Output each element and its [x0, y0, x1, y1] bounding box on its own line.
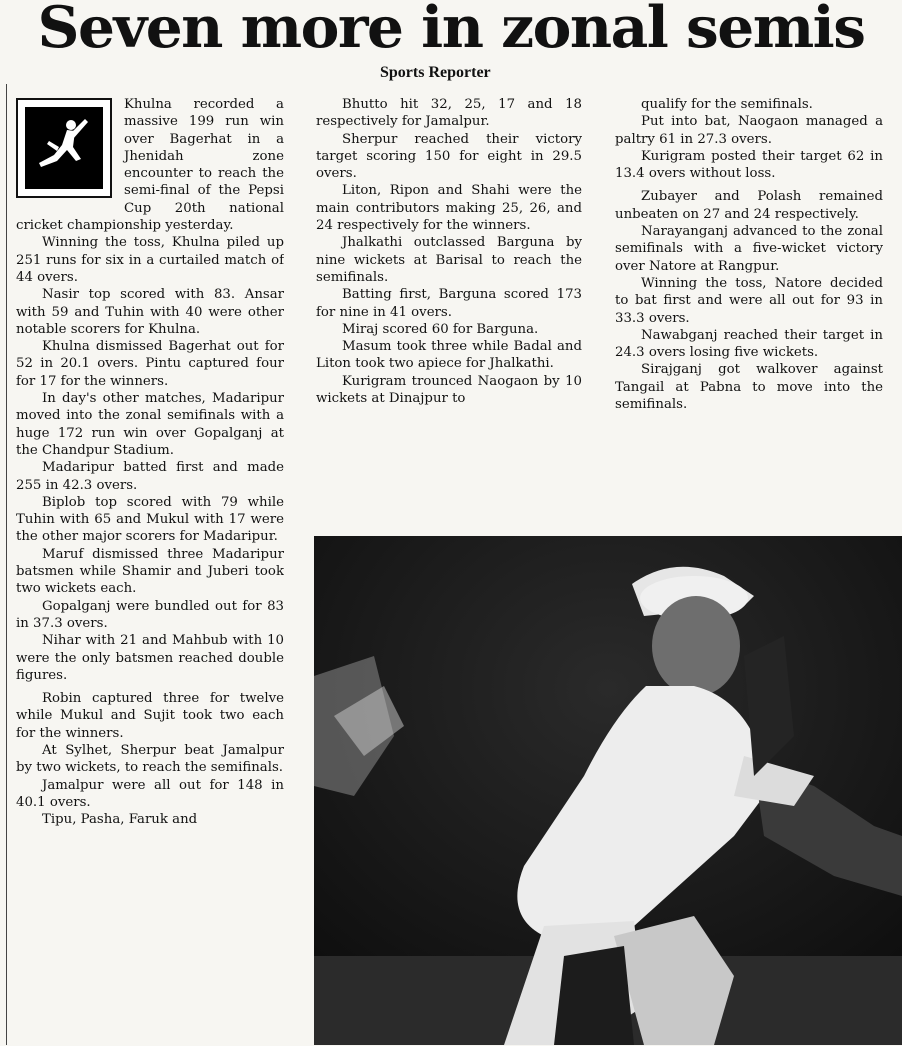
article-paragraph: Jamalpur were all out for 148 in 40.1 overs. — [16, 777, 284, 810]
article-paragraph: Biplob top scored with 79 while Tuhin with 65 and Mukul with 17 were the other major scorers for Madaripur. — [16, 494, 284, 545]
article-paragraph: Khulna recorded a massive 199 run win over Bagerhat in a Jhenidah zone encounter to reach the semi-final of the Pepsi Cup 20th national cricket championship yesterday. — [16, 97, 284, 234]
cricket-batsman-icon — [16, 98, 112, 198]
article-paragraph: Batting first, Barguna scored 173 for nine in 41 overs. — [316, 287, 582, 320]
article-paragraph: In day's other matches, Madaripur moved into the zonal semifinals with a huge 172 run win over Gopalganj at the Chandpur Stadium. — [16, 391, 284, 458]
article-paragraph: Zubayer and Polash remained unbeaten on 27 and 24 respectively. — [615, 189, 883, 222]
article-paragraph: Winning the toss, Natore decided to bat first and were all out for 93 in 33.3 overs. — [615, 275, 883, 326]
article-paragraph: Maruf dismissed three Madaripur batsmen while Shamir and Juberi took two wickets each. — [16, 546, 284, 597]
column-1-paragraphs — [16, 96, 284, 828]
article-paragraph: At Sylhet, Sherpur beat Jamalpur by two wickets, to reach the semifinals. — [16, 742, 284, 776]
article-paragraph: Liton, Ripon and Shahi were the main contributors making 25, 26, and 24 respectively for the winners. — [316, 183, 582, 234]
column-rule — [6, 84, 7, 1045]
article-paragraph: Gopalganj were bundled out for 83 in 37.3 overs. — [16, 598, 284, 631]
article-paragraph: Robin captured three for twelve while Mukul and Sujit took two each for the winners. — [16, 691, 284, 741]
article-paragraph: Bhutto hit 32, 25, 17 and 18 respectively for Jamalpur. — [316, 97, 582, 130]
article-paragraph: Miraj scored 60 for Barguna. — [342, 321, 539, 337]
article-paragraph: Kurigram posted their target 62 in 13.4 overs without loss. — [615, 148, 883, 182]
column-2-paragraphs — [316, 96, 582, 407]
article-paragraph: Put into bat, Naogaon managed a paltry 61 in 27.3 overs. — [615, 114, 883, 147]
article-paragraph: Khulna dismissed Bagerhat out for 52 in 20.1 overs. Pintu captured four for 17 for the winners. — [16, 339, 284, 389]
column-3-paragraphs — [615, 96, 883, 413]
article-column-2 — [316, 96, 582, 516]
article-paragraph: Tipu, Pasha, Faruk and — [42, 812, 198, 828]
article-column-3 — [615, 96, 883, 516]
headline: Seven more in zonal semis — [37, 0, 865, 61]
article-paragraph: qualify for the semifinals. — [641, 97, 813, 112]
cricketer-photo — [314, 536, 902, 1045]
article-paragraph: Nihar with 21 and Mahbub with 10 were the only batsmen reached double figures. — [16, 633, 284, 683]
article-column-1 — [16, 96, 284, 1046]
article-paragraph: Narayanganj advanced to the zonal semifinals with a five-wicket victory over Natore at Rangpur. — [615, 224, 883, 274]
article-paragraph: Sirajganj got walkover against Tangail at Pabna to move into the semifinals. — [615, 362, 883, 413]
byline: Sports Reporter — [380, 64, 491, 81]
article-paragraph: Sherpur reached their victory target scoring 150 for eight in 29.5 overs. — [316, 131, 582, 182]
article-paragraph: Kurigram trounced Naogaon by 10 wickets at Dinajpur to — [316, 373, 582, 407]
article-paragraph: Nasir top scored with 83. Ansar with 59 and Tuhin with 40 were other notable scorers for Khulna. — [16, 287, 284, 337]
article-paragraph: Masum took three while Badal and Liton took two apiece for Jhalkathi. — [316, 339, 582, 372]
article-paragraph: Jhalkathi outclassed Barguna by nine wickets at Barisal to reach the semifinals. — [316, 235, 582, 285]
article-paragraph: Winning the toss, Khulna piled up 251 runs for six in a curtailed match of 44 overs. — [16, 235, 284, 285]
article-paragraph: Madaripur batted first and made 255 in 42.3 overs. — [16, 460, 284, 493]
article-paragraph: Nawabganj reached their target in 24.3 overs losing five wickets. — [615, 327, 883, 361]
